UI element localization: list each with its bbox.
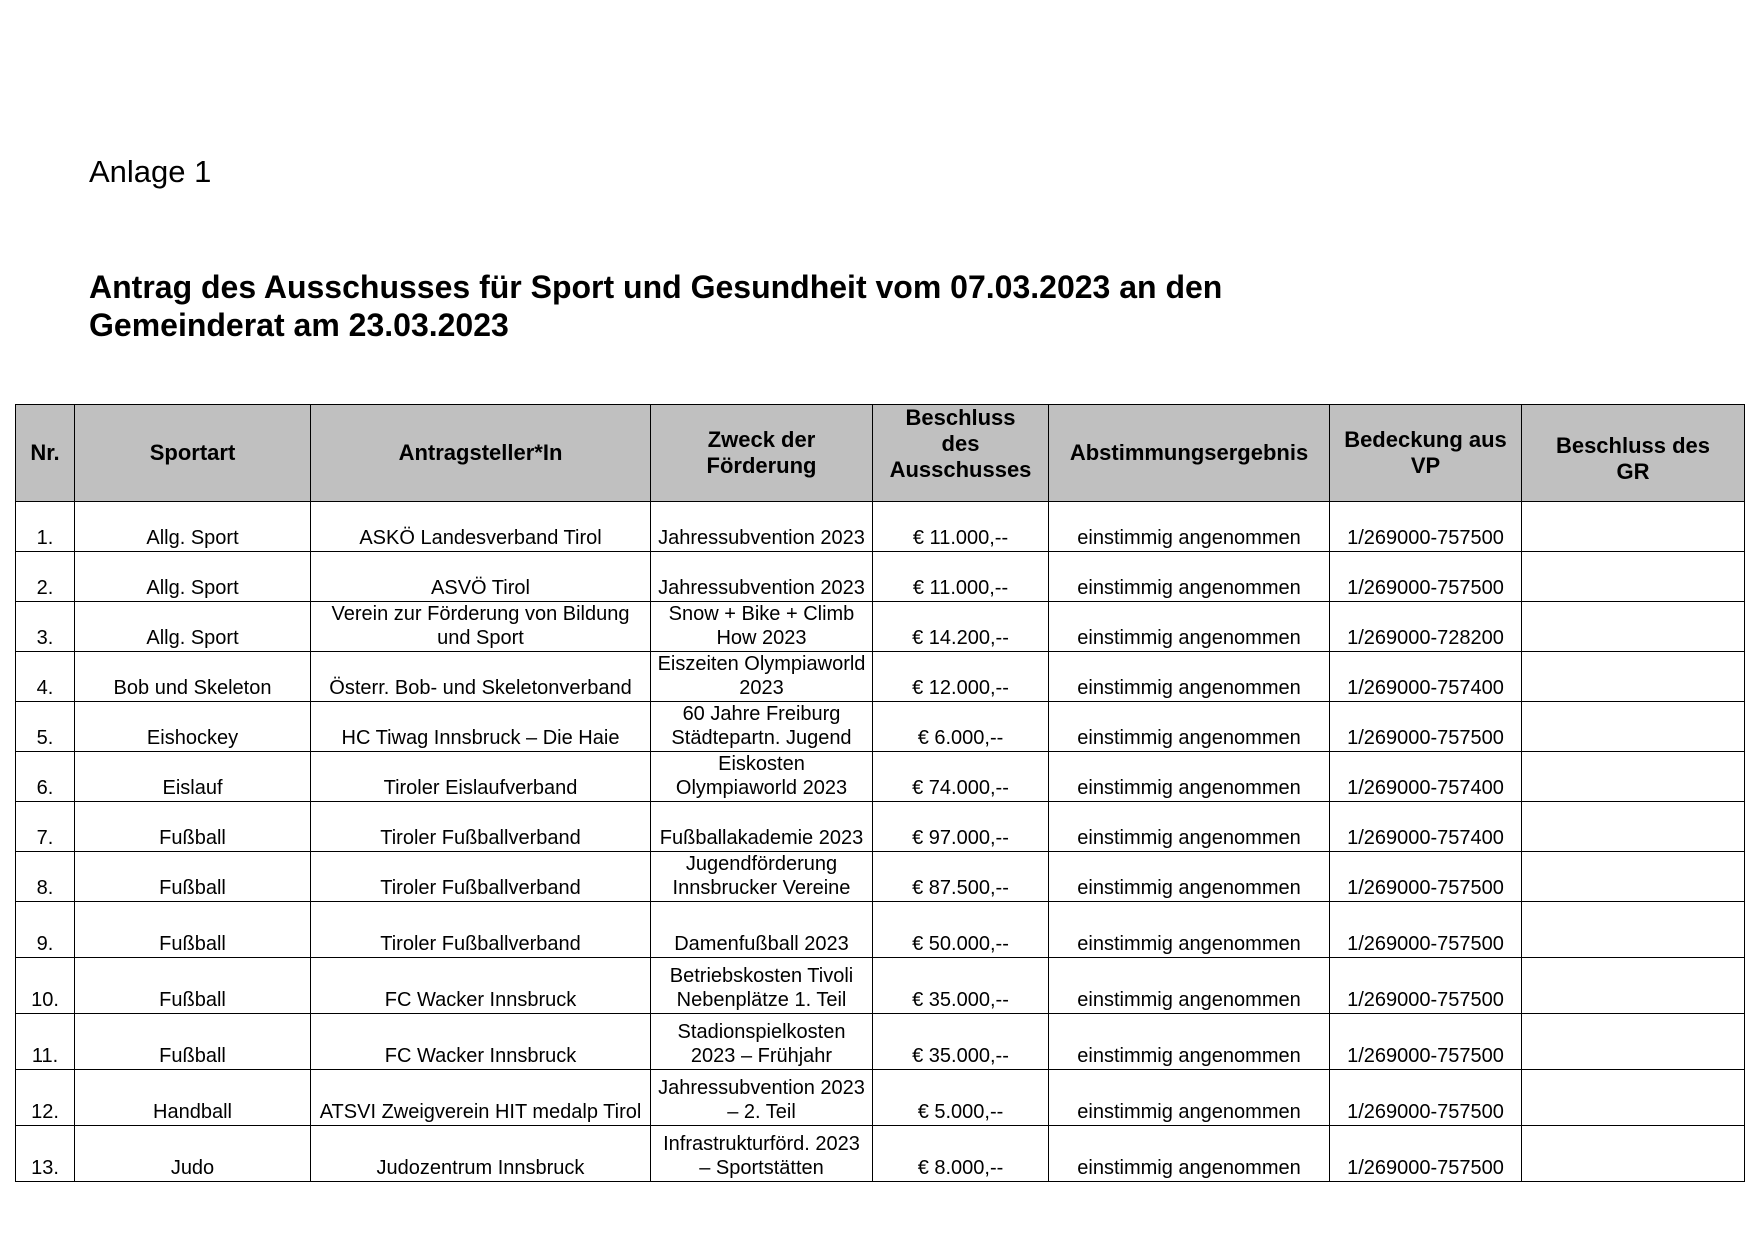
cell-nr: 2. [16,552,75,602]
cell-purpose: Damenfußball 2023 [651,902,873,958]
cell-nr: 6. [16,752,75,802]
table-body [16,502,1745,1182]
cell-nr: 4. [16,652,75,702]
cell-applicant: Tiroler Fußballverband [311,802,651,852]
cell-committee-amount: € 35.000,-- [873,1014,1049,1070]
cell-budget-coverage: 1/269000-757500 [1330,502,1522,552]
cell-committee-amount: € 11.000,-- [873,502,1049,552]
cell-sport: Fußball [75,1014,311,1070]
cell-applicant: Verein zur Förderung von Bildung und Sport [311,602,651,652]
table-row [16,652,1745,702]
cell-vote-result: einstimmig angenommen [1049,752,1330,802]
cell-vote-result: einstimmig angenommen [1049,1070,1330,1126]
table-row [16,1126,1745,1182]
cell-committee-amount: € 8.000,-- [873,1126,1049,1182]
cell-applicant: ASVÖ Tirol [311,552,651,602]
cell-council-decision [1522,652,1745,702]
header-purpose: Zweck der Förderung [651,405,873,502]
grants-table [15,404,1745,1182]
cell-purpose: Jahressubvention 2023 [651,502,873,552]
cell-applicant: HC Tiwag Innsbruck – Die Haie [311,702,651,752]
cell-sport: Fußball [75,902,311,958]
cell-vote-result: einstimmig angenommen [1049,802,1330,852]
cell-vote-result: einstimmig angenommen [1049,958,1330,1014]
cell-nr: 10. [16,958,75,1014]
cell-nr: 5. [16,702,75,752]
cell-vote-result: einstimmig angenommen [1049,652,1330,702]
cell-committee-amount: € 5.000,-- [873,1070,1049,1126]
cell-nr: 11. [16,1014,75,1070]
cell-council-decision [1522,852,1745,902]
cell-purpose: Eiskosten Olympiaworld 2023 [651,752,873,802]
cell-vote-result: einstimmig angenommen [1049,852,1330,902]
cell-applicant: Judozentrum Innsbruck [311,1126,651,1182]
cell-budget-coverage: 1/269000-757400 [1330,752,1522,802]
cell-applicant: Tiroler Fußballverband [311,902,651,958]
cell-council-decision [1522,702,1745,752]
header-applicant: Antragsteller*In [311,405,651,502]
table-row [16,958,1745,1014]
cell-vote-result: einstimmig angenommen [1049,602,1330,652]
cell-purpose: Betriebskosten Tivoli Nebenplätze 1. Teil [651,958,873,1014]
cell-nr: 8. [16,852,75,902]
cell-nr: 7. [16,802,75,852]
document-title [89,268,1489,344]
header-council-decision: Beschluss des GR [1522,405,1745,502]
cell-purpose: Jugendförderung Innsbrucker Vereine [651,852,873,902]
cell-budget-coverage: 1/269000-757500 [1330,902,1522,958]
cell-committee-amount: € 87.500,-- [873,852,1049,902]
cell-vote-result: einstimmig angenommen [1049,502,1330,552]
cell-committee-amount: € 14.200,-- [873,602,1049,652]
cell-purpose: Fußballakademie 2023 [651,802,873,852]
cell-committee-amount: € 11.000,-- [873,552,1049,602]
cell-council-decision [1522,602,1745,652]
table-header-row [16,405,1745,502]
cell-purpose: 60 Jahre Freiburg Städtepartn. Jugend [651,702,873,752]
cell-council-decision [1522,958,1745,1014]
header-sport: Sportart [75,405,311,502]
table-row [16,502,1745,552]
table-row [16,902,1745,958]
cell-vote-result: einstimmig angenommen [1049,702,1330,752]
cell-committee-amount: € 12.000,-- [873,652,1049,702]
cell-sport: Eishockey [75,702,311,752]
table-row [16,602,1745,652]
cell-sport: Allg. Sport [75,552,311,602]
cell-nr: 1. [16,502,75,552]
cell-applicant: Tiroler Eislaufverband [311,752,651,802]
cell-nr: 9. [16,902,75,958]
cell-vote-result: einstimmig angenommen [1049,552,1330,602]
cell-purpose: Eiszeiten Olympiaworld 2023 [651,652,873,702]
cell-purpose: Jahressubvention 2023 [651,552,873,602]
cell-sport: Allg. Sport [75,602,311,652]
annex-label: Anlage 1 [89,154,212,189]
table-row [16,1070,1745,1126]
table-row [16,752,1745,802]
cell-council-decision [1522,502,1745,552]
table-row [16,1014,1745,1070]
cell-applicant: ASKÖ Landesverband Tirol [311,502,651,552]
cell-council-decision [1522,752,1745,802]
cell-vote-result: einstimmig angenommen [1049,1014,1330,1070]
cell-sport: Fußball [75,958,311,1014]
cell-committee-amount: € 74.000,-- [873,752,1049,802]
cell-sport: Allg. Sport [75,502,311,552]
table-row [16,852,1745,902]
cell-vote-result: einstimmig angenommen [1049,1126,1330,1182]
cell-council-decision [1522,552,1745,602]
cell-applicant: FC Wacker Innsbruck [311,958,651,1014]
cell-purpose: Stadionspielkosten 2023 – Frühjahr [651,1014,873,1070]
cell-sport: Bob und Skeleton [75,652,311,702]
cell-applicant: FC Wacker Innsbruck [311,1014,651,1070]
cell-council-decision [1522,1070,1745,1126]
cell-sport: Fußball [75,852,311,902]
cell-sport: Eislauf [75,752,311,802]
cell-purpose: Infrastrukturförd. 2023 – Sportstätten [651,1126,873,1182]
header-nr: Nr. [16,405,75,502]
header-budget-coverage: Bedeckung aus VP [1330,405,1522,502]
cell-budget-coverage: 1/269000-757400 [1330,652,1522,702]
cell-vote-result: einstimmig angenommen [1049,902,1330,958]
header-vote-result: Abstimmungsergebnis [1049,405,1330,502]
cell-nr: 13. [16,1126,75,1182]
cell-purpose: Jahressubvention 2023 – 2. Teil [651,1070,873,1126]
cell-council-decision [1522,1014,1745,1070]
cell-applicant: Tiroler Fußballverband [311,852,651,902]
cell-council-decision [1522,902,1745,958]
document-title-line-1: Antrag des Ausschusses für Sport und Gesundheit vom 07.03.2023 an den [89,269,1223,305]
table-row [16,802,1745,852]
cell-budget-coverage: 1/269000-757500 [1330,702,1522,752]
cell-budget-coverage: 1/269000-757500 [1330,852,1522,902]
cell-committee-amount: € 50.000,-- [873,902,1049,958]
header-committee-decision: Beschluss des Ausschusses [873,405,1049,502]
cell-council-decision [1522,802,1745,852]
cell-budget-coverage: 1/269000-757500 [1330,1070,1522,1126]
cell-budget-coverage: 1/269000-757500 [1330,1126,1522,1182]
table-row [16,552,1745,602]
cell-budget-coverage: 1/269000-757500 [1330,958,1522,1014]
cell-budget-coverage: 1/269000-757500 [1330,552,1522,602]
cell-budget-coverage: 1/269000-728200 [1330,602,1522,652]
document-title-line-2: Gemeinderat am 23.03.2023 [89,307,509,343]
cell-sport: Handball [75,1070,311,1126]
cell-committee-amount: € 35.000,-- [873,958,1049,1014]
cell-budget-coverage: 1/269000-757500 [1330,1014,1522,1070]
cell-budget-coverage: 1/269000-757400 [1330,802,1522,852]
cell-committee-amount: € 6.000,-- [873,702,1049,752]
cell-nr: 12. [16,1070,75,1126]
cell-committee-amount: € 97.000,-- [873,802,1049,852]
cell-council-decision [1522,1126,1745,1182]
cell-sport: Judo [75,1126,311,1182]
cell-sport: Fußball [75,802,311,852]
cell-purpose: Snow + Bike + Climb How 2023 [651,602,873,652]
table-row [16,702,1745,752]
cell-nr: 3. [16,602,75,652]
cell-applicant: Österr. Bob- und Skeletonverband [311,652,651,702]
cell-applicant: ATSVI Zweigverein HIT medalp Tirol [311,1070,651,1126]
